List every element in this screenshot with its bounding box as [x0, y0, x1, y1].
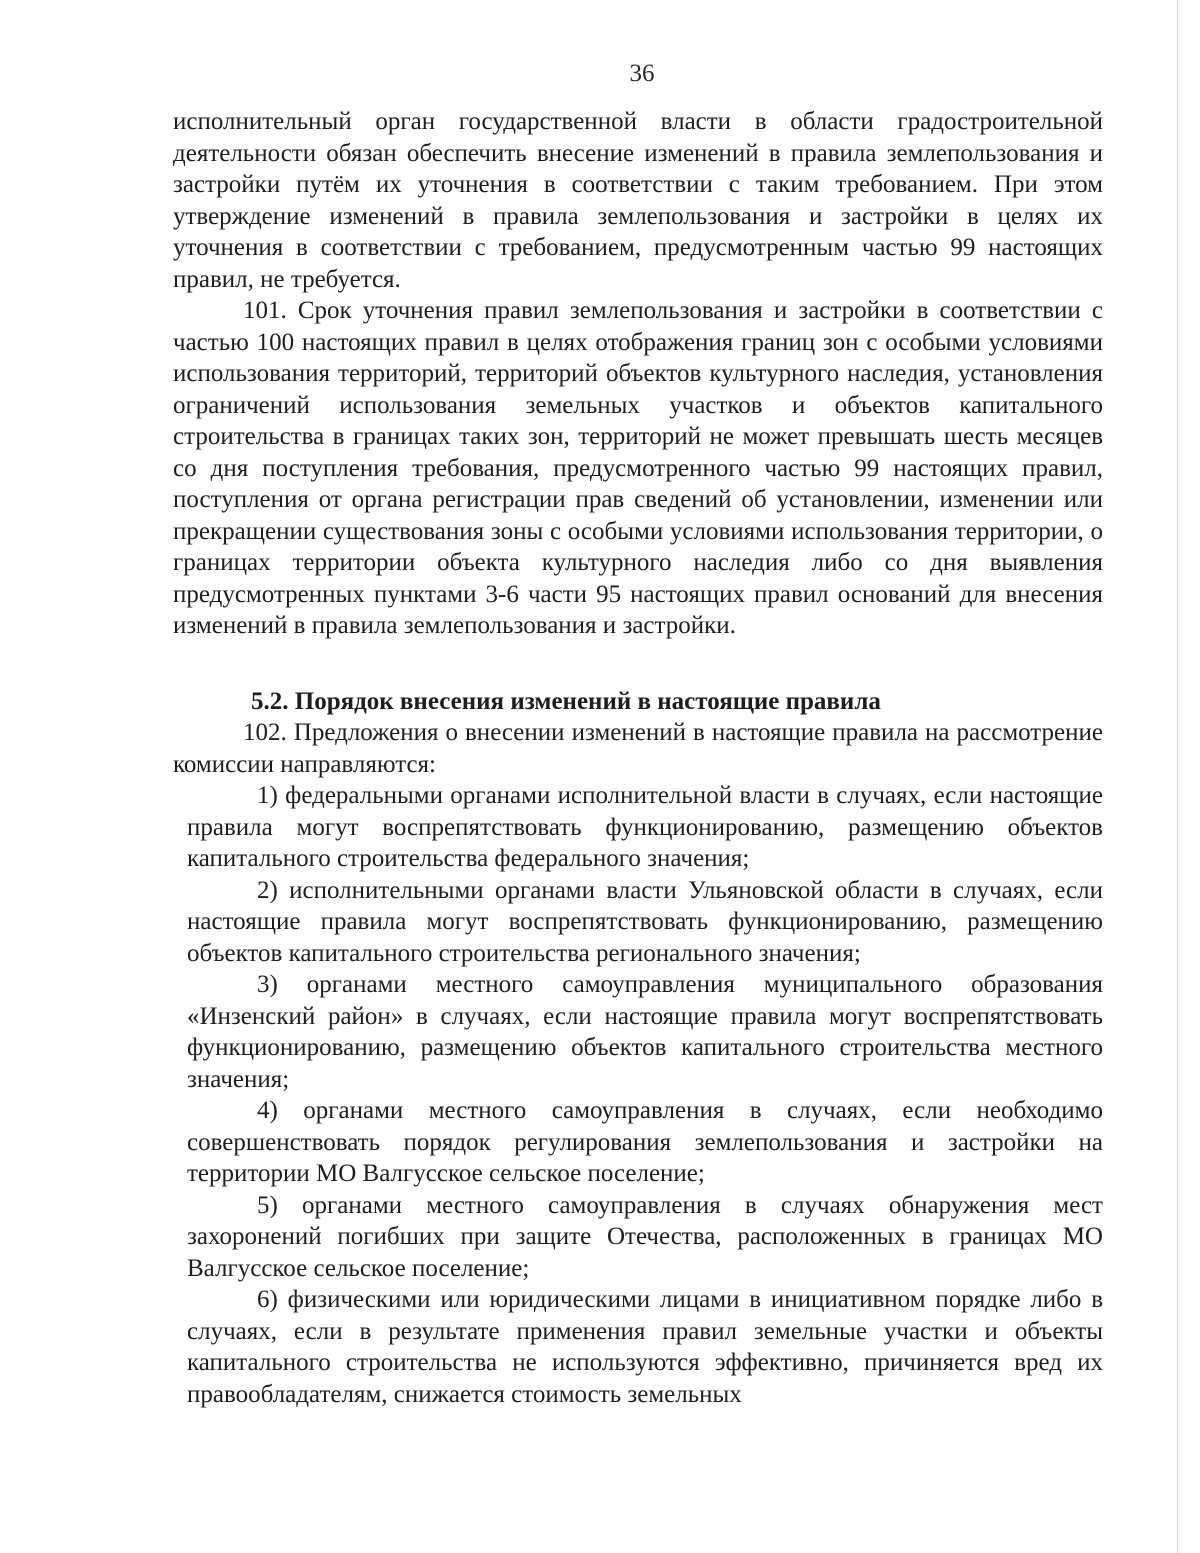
list-item: 6) физическими или юридическими лицами в инициативном порядке либо в случаях, если в результате применения правил земельные участки и объекты капитального строительства не используются эффективно, причиняется вред их правообладателям, снижается стоимость земельных: [187, 1286, 1103, 1408]
document-body: [173, 106, 1103, 1410]
list-item: 2) исполнительными органами власти Ульяновской области в случаях, если настоящие правила могут воспрепятствовать функционированию, размещению объектов капитального строительства регионального значения;: [187, 876, 1103, 967]
scan-edge-line: [1177, 0, 1178, 1553]
section-heading: 5.2. Порядок внесения изменений в настоящие правила: [251, 687, 881, 715]
list-item: 1) федеральными органами исполнительной власти в случаях, если настоящие правила могут воспрепятствовать функционированию, размещению объектов капитального строительства федерального значения;: [187, 782, 1103, 872]
paragraph-101: 101. Срок уточнения правил землепользования и застройки в соответствии с частью 100 настоящих правил в целях отображения границ зон с особыми условиями использования территорий, территорий объектов культурного наследия, установления ограничений использования земельных участков и объектов капитального строительства в границах таких зон, территорий не может превышать шесть месяцев со дня поступления требования, предусмотренного частью 99 настоящих правил, поступления от органа регистрации прав сведений об установлении, изменении или прекращении существования зоны с особыми условиями использования территории, о границах территории объекта культурного наследия либо со дня выявления предусмотренных пунктами 3-6 части 95 настоящих правил оснований для внесения изменений в правила землепользования и застройки.: [173, 297, 1103, 639]
paragraph-continuation: исполнительный орган государственной власти в области градостроительной деятельности обязан обеспечить внесение изменений в правила землепользования и застройки путём их уточнения в соответствии с таким требованием. При этом утверждение изменений в правила землепользования и застройки в целях их уточнения в соответствии с требованием, предусмотренным частью 99 настоящих правил, не требуется.: [173, 108, 1103, 293]
paragraph-102: 102. Предложения о внесении изменений в настоящие правила на рассмотрение комиссии направляются:: [173, 719, 1103, 778]
page-number: 36: [629, 60, 655, 87]
list-item: 3) органами местного самоуправления муниципального образования «Инзенский район» в случаях, если настоящие правила могут воспрепятствовать функционированию, размещению объектов капитального строительства местного значения;: [187, 971, 1103, 1093]
list-item: 4) органами местного самоуправления в случаях, если необходимо совершенствовать порядок регулирования землепользования и застройки на территории МО Валгусское сельское поселение;: [187, 1097, 1103, 1187]
list-item: 5) органами местного самоуправления в случаях обнаружения мест захоронений погибших при защите Отечества, расположенных в границах МО Валгусское сельское поселение;: [187, 1191, 1103, 1282]
